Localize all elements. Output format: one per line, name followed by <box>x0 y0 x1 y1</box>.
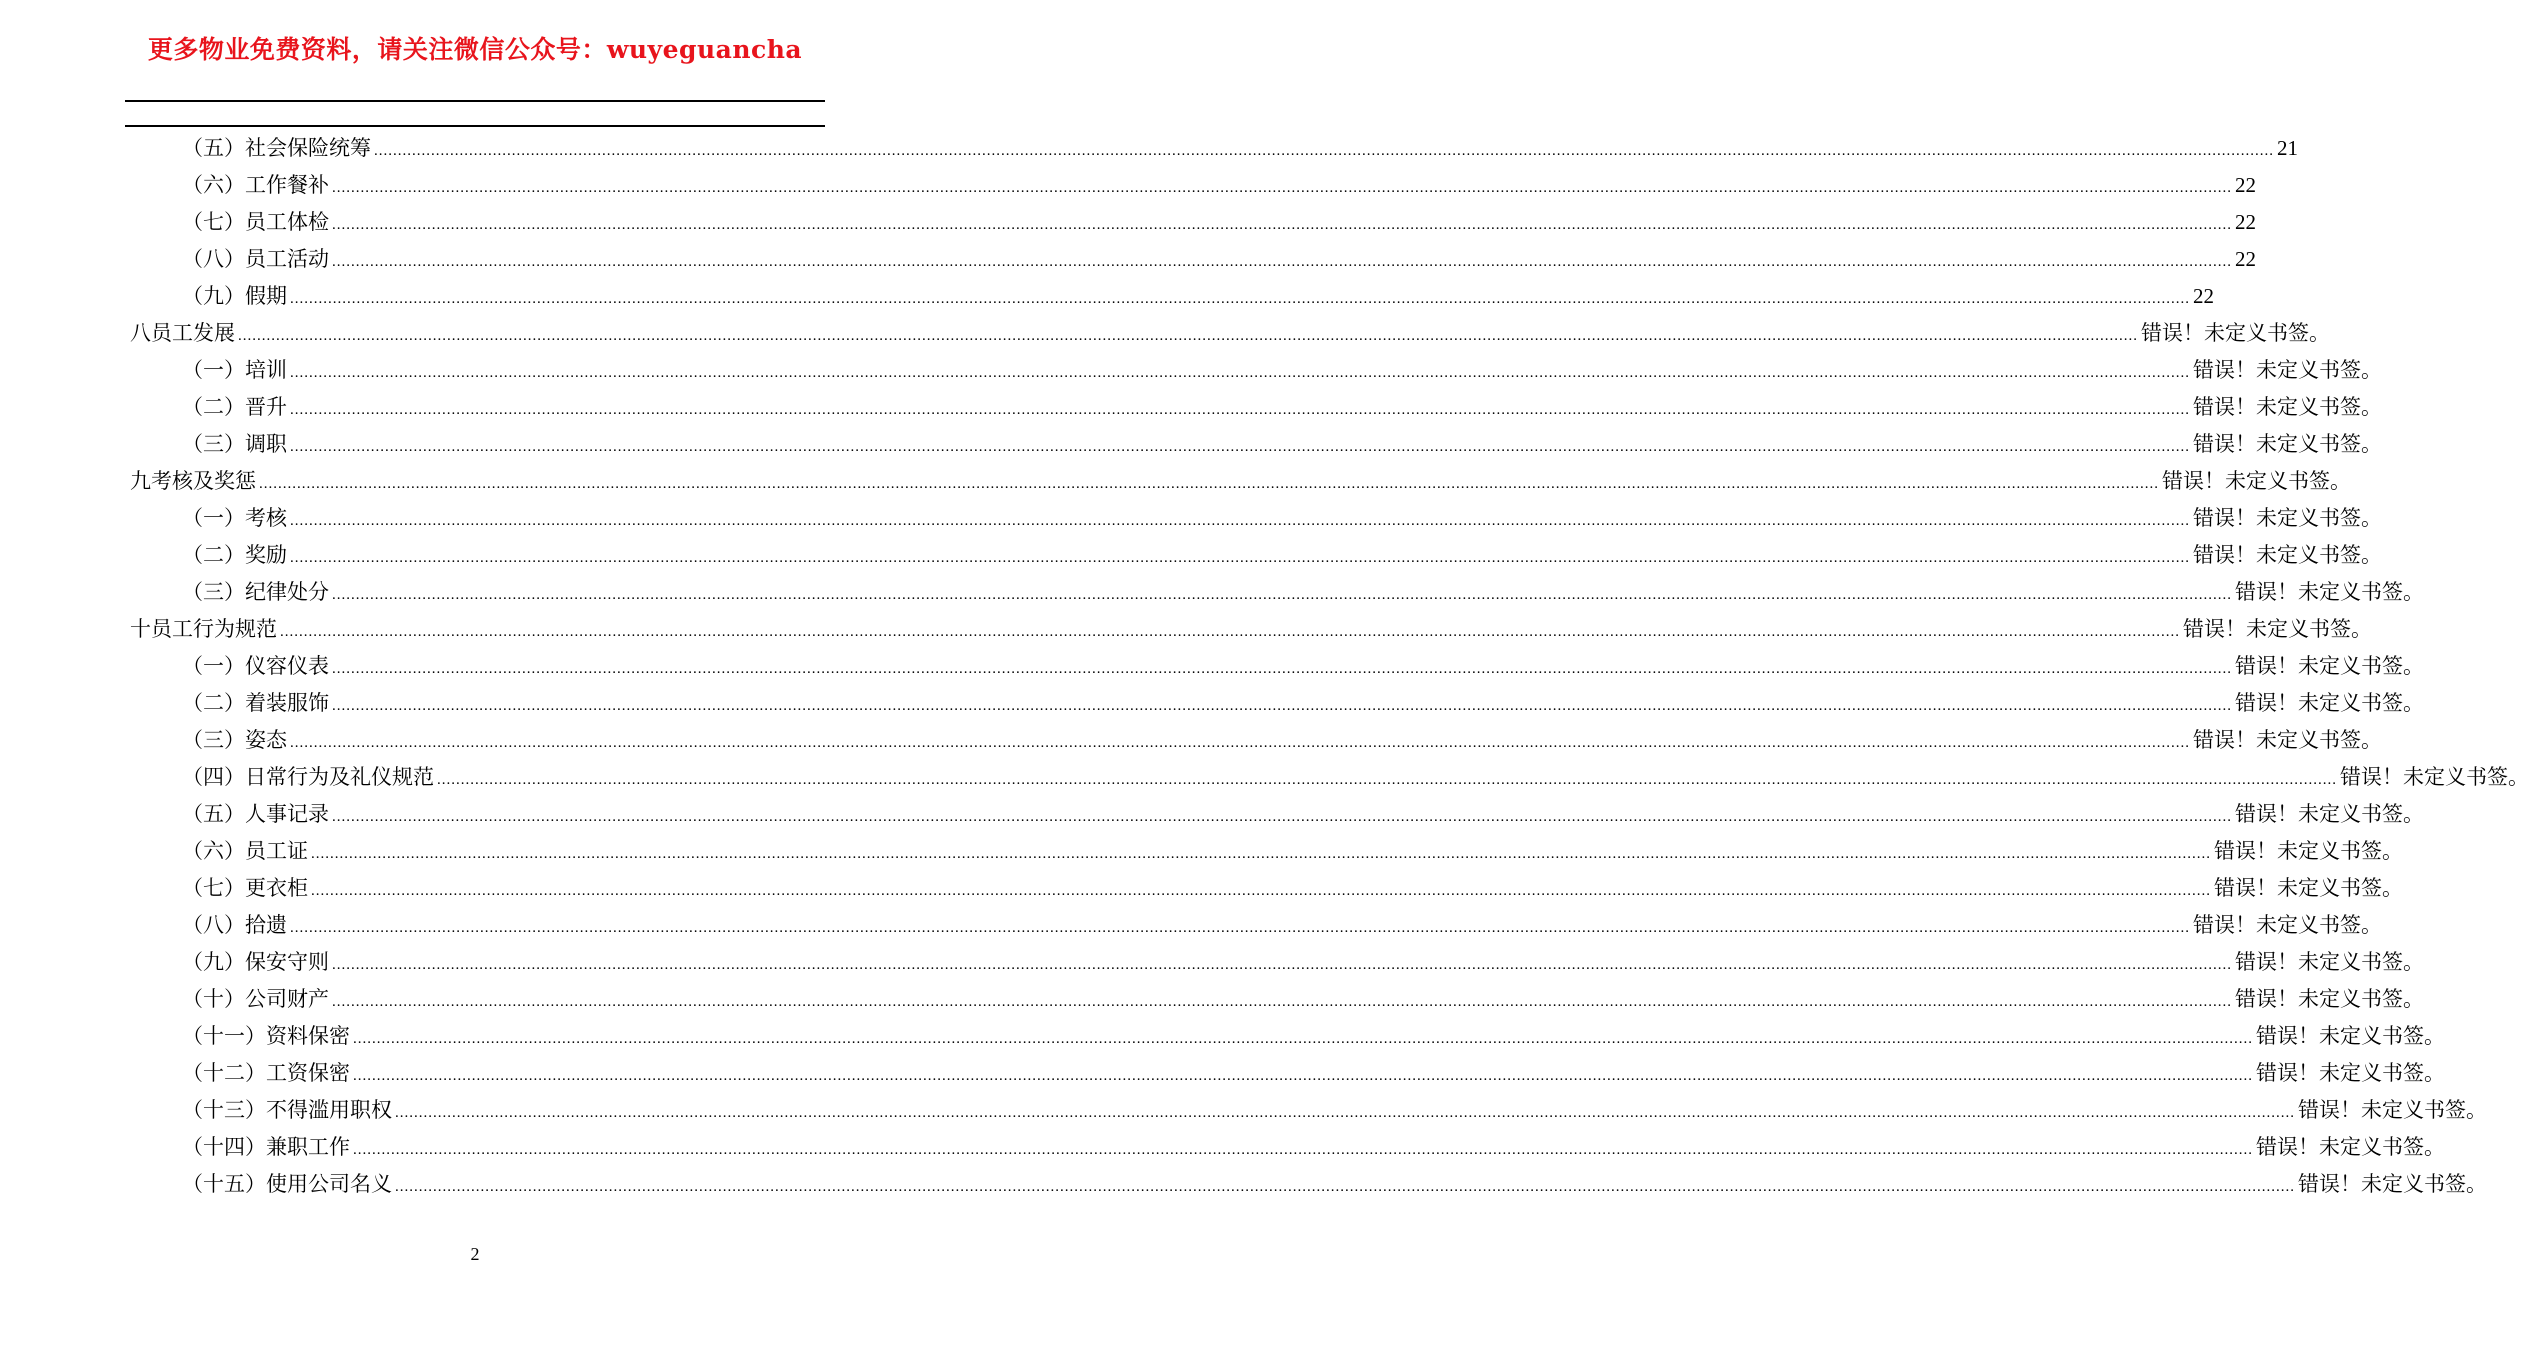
toc-chapter-row[interactable] <box>130 466 2351 496</box>
toc-chapter-row[interactable] <box>130 614 2372 644</box>
toc-error-bookmark: 错误！未定义书签。 <box>2235 580 2424 604</box>
toc-dot-leader: ................................................................................................................................................................................................................................................................................................................................................................................................................ <box>332 698 2232 714</box>
toc-entry-title: （二）晋升 <box>182 395 287 419</box>
toc-error-bookmark: 错误！未定义书签。 <box>2256 1135 2445 1159</box>
toc-dot-leader: ................................................................................................................................................................................................................................................................................................................................................................................................................ <box>332 957 2232 973</box>
toc-entry-title: （六）员工证 <box>182 839 308 863</box>
toc-section-row[interactable] <box>182 651 2424 681</box>
toc-entry-title: 考核及奖惩 <box>151 469 256 493</box>
toc-error-bookmark: 错误！未定义书签。 <box>2193 913 2382 937</box>
toc-section-row[interactable] <box>182 688 2424 718</box>
toc-entry-title: （十四）兼职工作 <box>182 1135 350 1159</box>
toc-dot-leader: ................................................................................................................................................................................................................................................................................................................................................................................................................ <box>290 920 2190 936</box>
toc-section-row[interactable] <box>182 281 2214 311</box>
toc-entry-title: （三）调职 <box>182 432 287 456</box>
toc-dot-leader: ................................................................................................................................................................................................................................................................................................................................................................................................................ <box>332 254 2232 270</box>
toc-error-bookmark: 错误！未定义书签。 <box>2235 987 2424 1011</box>
toc-dot-leader: ................................................................................................................................................................................................................................................................................................................................................................................................................ <box>290 402 2190 418</box>
toc-error-bookmark: 错误！未定义书签。 <box>2193 506 2382 530</box>
toc-section-row[interactable] <box>182 1058 2445 1088</box>
toc-error-bookmark: 错误！未定义书签。 <box>2214 839 2403 863</box>
toc-entry-title: 员工发展 <box>151 321 235 345</box>
toc-dot-leader: ................................................................................................................................................................................................................................................................................................................................................................................................................ <box>311 846 2211 862</box>
toc-entry-title: 员工行为规范 <box>151 617 277 641</box>
toc-entry-title: （八）拾遗 <box>182 913 287 937</box>
toc-error-bookmark: 错误！未定义书签。 <box>2256 1061 2445 1085</box>
toc-error-bookmark: 错误！未定义书签。 <box>2340 765 2529 789</box>
toc-error-bookmark: 错误！未定义书签。 <box>2193 543 2382 567</box>
toc-entry-title: （九）保安守则 <box>182 950 329 974</box>
toc-entry-title: （十一）资料保密 <box>182 1024 350 1048</box>
toc-dot-leader: ................................................................................................................................................................................................................................................................................................................................................................................................................ <box>332 661 2232 677</box>
toc-section-row[interactable] <box>182 540 2382 570</box>
toc-dot-leader: ................................................................................................................................................................................................................................................................................................................................................................................................................ <box>332 809 2232 825</box>
toc-error-bookmark: 错误！未定义书签。 <box>2214 876 2403 900</box>
toc-dot-leader: ................................................................................................................................................................................................................................................................................................................................................................................................................ <box>332 994 2232 1010</box>
toc-dot-leader: ................................................................................................................................................................................................................................................................................................................................................................................................................ <box>280 624 2180 640</box>
page-number: 2 <box>470 1244 480 1264</box>
toc-section-row[interactable] <box>182 1169 2487 1199</box>
header-rule-top <box>125 100 825 102</box>
toc-entry-title: （六）工作餐补 <box>182 173 329 197</box>
toc-entry-title: （三）纪律处分 <box>182 580 329 604</box>
toc-error-bookmark: 错误！未定义书签。 <box>2256 1024 2445 1048</box>
toc-dot-leader: ................................................................................................................................................................................................................................................................................................................................................................................................................ <box>353 1031 2253 1047</box>
toc-entry-title: （二）着装服饰 <box>182 691 329 715</box>
toc-entry-title: （十五）使用公司名义 <box>182 1172 392 1196</box>
toc-section-row[interactable] <box>182 1021 2445 1051</box>
toc-chapter-row[interactable] <box>130 318 2330 348</box>
toc-entry-title: （三）姿态 <box>182 728 287 752</box>
toc-dot-leader: ................................................................................................................................................................................................................................................................................................................................................................................................................ <box>290 735 2190 751</box>
toc-entry-title: （四）日常行为及礼仪规范 <box>182 765 434 789</box>
toc-entry-title: （八）员工活动 <box>182 247 329 271</box>
toc-entry-title: （九）假期 <box>182 284 287 308</box>
toc-section-row[interactable] <box>182 392 2382 422</box>
toc-dot-leader: ................................................................................................................................................................................................................................................................................................................................................................................................................ <box>311 883 2211 899</box>
toc-section-row[interactable] <box>182 910 2382 940</box>
toc-error-bookmark: 错误！未定义书签。 <box>2235 654 2424 678</box>
toc-dot-leader: ................................................................................................................................................................................................................................................................................................................................................................................................................ <box>374 143 2274 159</box>
toc-entry-title: （十二）工资保密 <box>182 1061 350 1085</box>
toc-dot-leader: ................................................................................................................................................................................................................................................................................................................................................................................................................ <box>290 365 2190 381</box>
toc-entry-title: （十三）不得滥用职权 <box>182 1098 392 1122</box>
toc-dot-leader: ................................................................................................................................................................................................................................................................................................................................................................................................................ <box>238 328 2138 344</box>
toc-section-row[interactable] <box>182 873 2403 903</box>
toc-entry-title: （七）员工体检 <box>182 210 329 234</box>
toc-chapter-number: 九 <box>130 469 151 493</box>
toc-error-bookmark: 错误！未定义书签。 <box>2193 358 2382 382</box>
toc-section-row[interactable] <box>182 244 2256 274</box>
toc-section-row[interactable] <box>182 1095 2487 1125</box>
toc-error-bookmark: 错误！未定义书签。 <box>2298 1172 2487 1196</box>
toc-error-bookmark: 错误！未定义书签。 <box>2193 728 2382 752</box>
toc-page-number: 22 <box>2235 247 2256 271</box>
toc-section-row[interactable] <box>182 725 2382 755</box>
toc-section-row[interactable] <box>182 577 2424 607</box>
toc-error-bookmark: 错误！未定义书签。 <box>2162 469 2351 493</box>
toc-dot-leader: ................................................................................................................................................................................................................................................................................................................................................................................................................ <box>332 180 2232 196</box>
toc-dot-leader: ................................................................................................................................................................................................................................................................................................................................................................................................................ <box>290 513 2190 529</box>
toc-error-bookmark: 错误！未定义书签。 <box>2141 321 2330 345</box>
toc-section-row[interactable] <box>182 429 2382 459</box>
toc-section-row[interactable] <box>182 1132 2445 1162</box>
toc-section-row[interactable] <box>182 133 2298 163</box>
toc-entry-title: （一）仪容仪表 <box>182 654 329 678</box>
toc-entry-title: （十）公司财产 <box>182 987 329 1011</box>
toc-section-row[interactable] <box>182 836 2403 866</box>
toc-error-bookmark: 错误！未定义书签。 <box>2193 432 2382 456</box>
toc-section-row[interactable] <box>182 503 2382 533</box>
toc-dot-leader: ................................................................................................................................................................................................................................................................................................................................................................................................................ <box>290 439 2190 455</box>
toc-entry-title: （五）社会保险统筹 <box>182 136 371 160</box>
toc-entry-title: （七）更衣柜 <box>182 876 308 900</box>
toc-dot-leader: ................................................................................................................................................................................................................................................................................................................................................................................................................ <box>353 1142 2253 1158</box>
toc-dot-leader: ................................................................................................................................................................................................................................................................................................................................................................................................................ <box>395 1105 2295 1121</box>
toc-dot-leader: ................................................................................................................................................................................................................................................................................................................................................................................................................ <box>290 550 2190 566</box>
toc-section-row[interactable] <box>182 762 2529 792</box>
header-rule-bottom <box>125 125 825 127</box>
toc-dot-leader: ................................................................................................................................................................................................................................................................................................................................................................................................................ <box>395 1179 2295 1195</box>
toc-section-row[interactable] <box>182 947 2424 977</box>
toc-error-bookmark: 错误！未定义书签。 <box>2298 1098 2487 1122</box>
toc-dot-leader: ................................................................................................................................................................................................................................................................................................................................................................................................................ <box>332 217 2232 233</box>
toc-page-number: 22 <box>2193 284 2214 308</box>
toc-dot-leader: ................................................................................................................................................................................................................................................................................................................................................................................................................ <box>353 1068 2253 1084</box>
toc-dot-leader: ................................................................................................................................................................................................................................................................................................................................................................................................................ <box>290 291 2190 307</box>
toc-dot-leader: ................................................................................................................................................................................................................................................................................................................................................................................................................ <box>259 476 2159 492</box>
toc-section-row[interactable] <box>182 984 2424 1014</box>
toc-page-number: 22 <box>2235 210 2256 234</box>
toc-error-bookmark: 错误！未定义书签。 <box>2235 802 2424 826</box>
toc-entry-title: （五）人事记录 <box>182 802 329 826</box>
toc-error-bookmark: 错误！未定义书签。 <box>2235 691 2424 715</box>
toc-entry-title: （二）奖励 <box>182 543 287 567</box>
toc-section-row[interactable] <box>182 799 2424 829</box>
toc-chapter-number: 八 <box>130 321 151 345</box>
toc-section-row[interactable] <box>182 207 2256 237</box>
toc-entry-title: （一）考核 <box>182 506 287 530</box>
toc-error-bookmark: 错误！未定义书签。 <box>2193 395 2382 419</box>
toc-chapter-number: 十 <box>130 617 151 641</box>
toc-section-row[interactable] <box>182 170 2256 200</box>
toc-page-number: 21 <box>2277 136 2298 160</box>
toc-section-row[interactable] <box>182 355 2382 385</box>
promo-banner: 更多物业免费资料，请关注微信公众号：wuyeguancha <box>147 35 803 64</box>
toc-dot-leader: ................................................................................................................................................................................................................................................................................................................................................................................................................ <box>437 772 2337 788</box>
toc-dot-leader: ................................................................................................................................................................................................................................................................................................................................................................................................................ <box>332 587 2232 603</box>
toc-error-bookmark: 错误！未定义书签。 <box>2183 617 2372 641</box>
toc-error-bookmark: 错误！未定义书签。 <box>2235 950 2424 974</box>
toc-entry-title: （一）培训 <box>182 358 287 382</box>
toc-page-number: 22 <box>2235 173 2256 197</box>
